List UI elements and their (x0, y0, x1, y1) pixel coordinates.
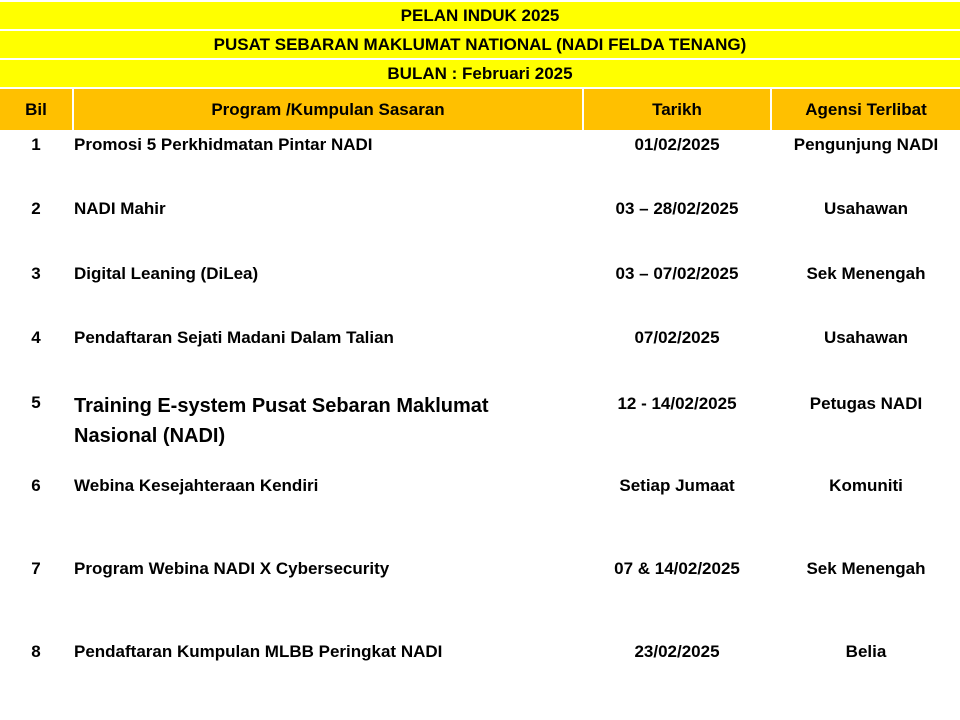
row-4-program: Pendaftaran Sejati Madani Dalam Talian (74, 328, 394, 347)
row-8-tarikh: 23/02/2025 (634, 642, 720, 661)
row-7-tarikh: 07 & 14/02/2025 (614, 559, 740, 578)
row-8-agensi: Belia (845, 642, 887, 661)
row-4-agensi: Usahawan (823, 328, 909, 347)
row-8-program: Pendaftaran Kumpulan MLBB Peringkat NADI (74, 642, 443, 661)
row-2-tarikh: 03 – 28/02/2025 (615, 199, 739, 218)
row-3-bil: 3 (31, 264, 41, 283)
row-1-agensi: Pengunjung NADI (793, 135, 939, 154)
row-3-program: Digital Leaning (DiLea) (74, 264, 259, 283)
row-5-bil: 5 (31, 393, 41, 412)
header-agensi: Agensi Terlibat (772, 89, 960, 130)
row-1-program: Promosi 5 Perkhidmatan Pintar NADI (74, 135, 373, 154)
month-title: BULAN : Februari 2025 (0, 60, 960, 87)
row-5-tarikh: 12 - 14/02/2025 (617, 394, 737, 413)
row-4-tarikh: 07/02/2025 (634, 328, 720, 347)
plan-title: PELAN INDUK 2025 (0, 2, 960, 29)
row-1-bil: 1 (31, 135, 41, 154)
row-6-program: Webina Kesejahteraan Kendiri (74, 476, 319, 495)
row-6-bil: 6 (31, 476, 41, 495)
row-8-bil: 8 (31, 642, 41, 661)
row-5-agensi: Petugas NADI (809, 394, 923, 413)
row-1-tarikh: 01/02/2025 (634, 135, 720, 154)
row-7-bil: 7 (31, 559, 41, 578)
header-bil: Bil (0, 89, 72, 130)
row-2-program: NADI Mahir (74, 199, 166, 218)
header-tarikh: Tarikh (584, 89, 770, 130)
row-3-agensi: Sek Menengah (806, 264, 926, 283)
row-2-agensi: Usahawan (823, 199, 909, 218)
centre-title: PUSAT SEBARAN MAKLUMAT NATIONAL (NADI FELDA TENANG) (0, 31, 960, 58)
row-3-tarikh: 03 – 07/02/2025 (615, 264, 739, 283)
header-program: Program /Kumpulan Sasaran (74, 89, 582, 130)
row-6-tarikh: Setiap Jumaat (619, 476, 735, 495)
row-7-agensi: Sek Menengah (806, 559, 926, 578)
row-7-program: Program Webina NADI X Cybersecurity (74, 559, 390, 578)
row-4-bil: 4 (31, 328, 41, 347)
row-5-program: Training E-system Pusat Sebaran Maklumat Nasional (NADI) (74, 395, 489, 447)
row-6-agensi: Komuniti (829, 476, 903, 495)
row-2-bil: 2 (31, 199, 41, 218)
